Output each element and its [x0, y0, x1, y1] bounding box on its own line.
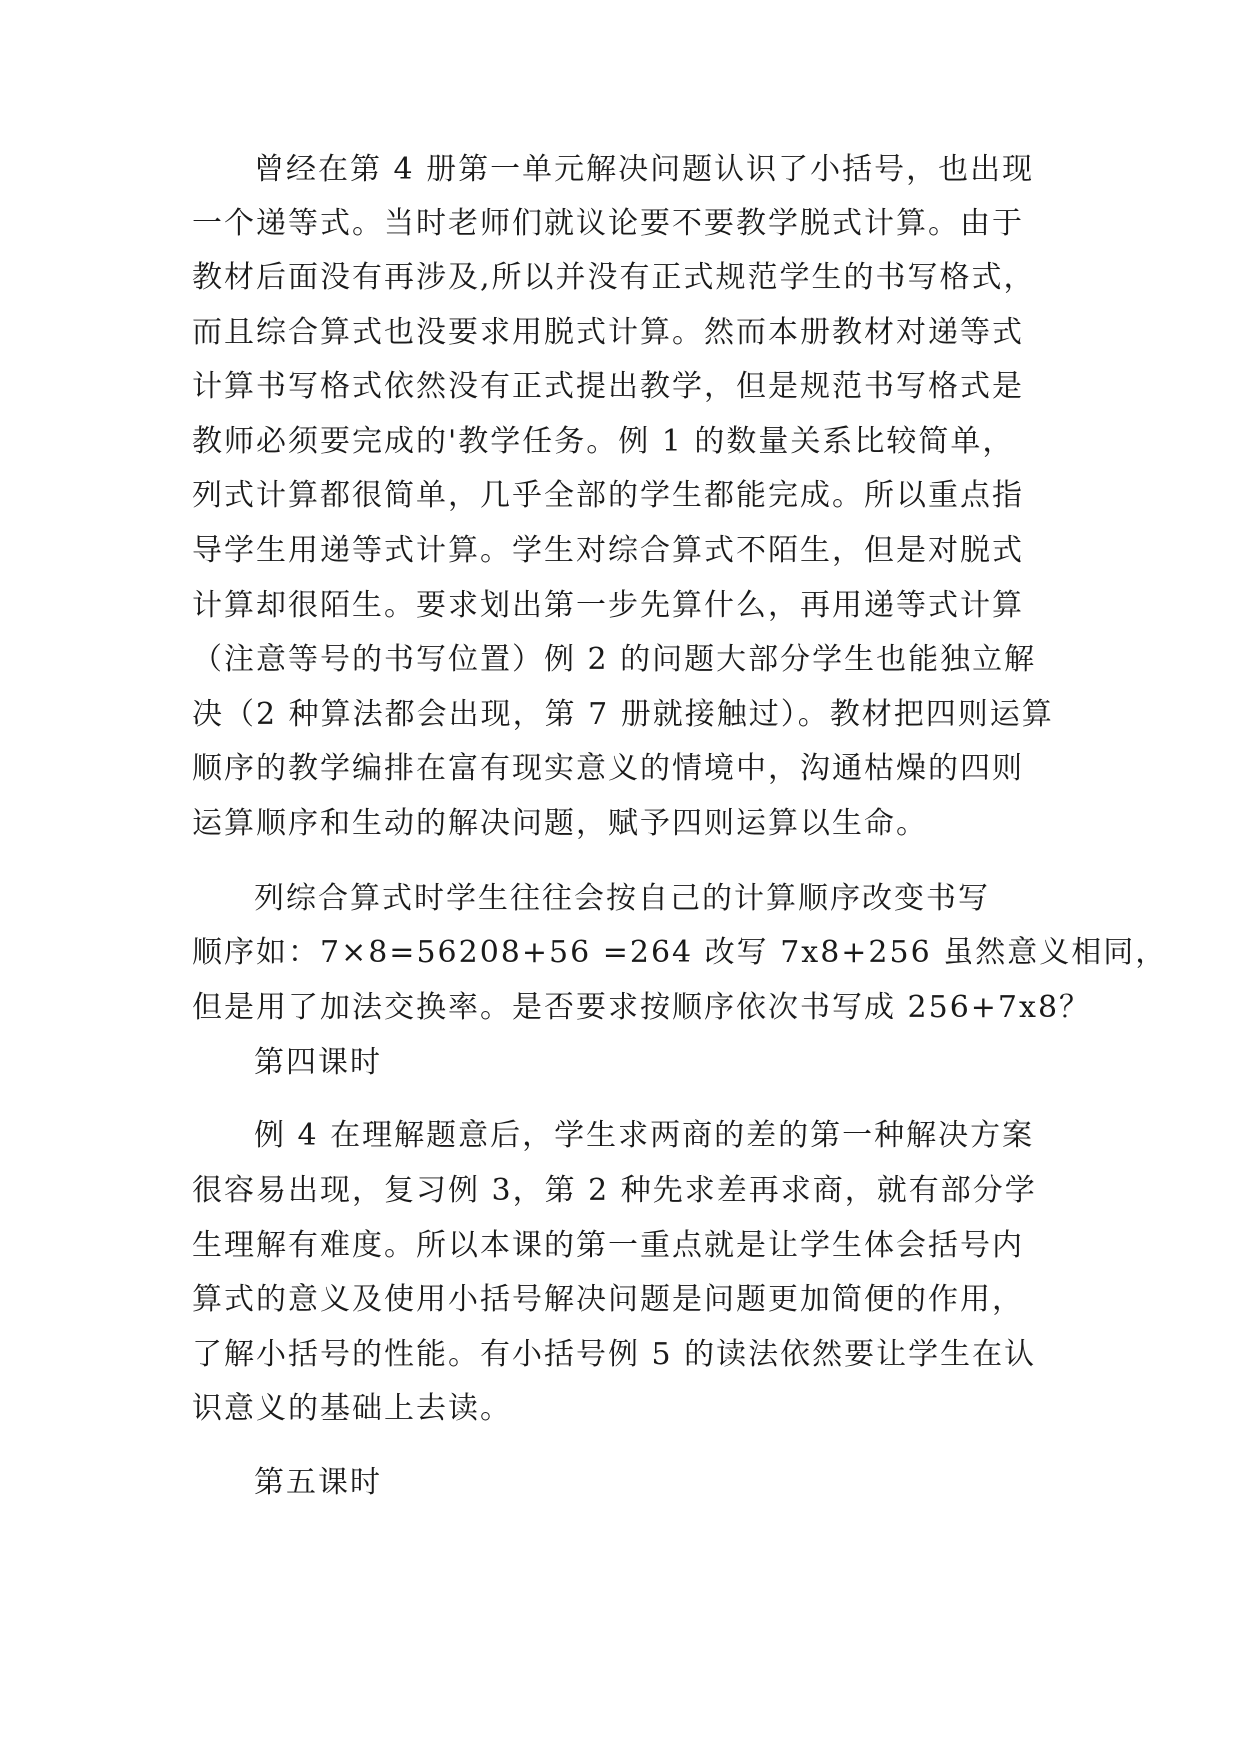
paragraph-1-line-11: 决（2 种算法都会出现，第 7 册就接触过）。教材把四则运算 — [192, 697, 1054, 732]
paragraph-3-line-3: 生理解有难度。所以本课的第一重点就是让学生体会括号内 — [192, 1228, 1024, 1263]
paragraph-3-line-1: 例 4 在理解题意后，学生求两商的差的第一种解决方案 — [254, 1118, 1035, 1153]
paragraph-2-line-3: 但是用了加法交换率。是否要求按顺序依次书写成 256+7x8？ — [192, 990, 1092, 1025]
paragraph-3-line-6: 识意义的基础上去读。 — [192, 1391, 512, 1426]
paragraph-1-line-9: 计算却很陌生。要求划出第一步先算什么，再用递等式计算 — [192, 588, 1024, 623]
paragraph-1-line-10: （注意等号的书写位置）例 2 的问题大部分学生也能独立解 — [192, 642, 1037, 677]
section-heading-lesson-4: 第四课时 — [254, 1045, 382, 1080]
paragraph-1-line-3: 教材后面没有再涉及,所以并没有正式规范学生的书写格式， — [192, 260, 1036, 295]
paragraph-2-line-2: 顺序如：7×8=56208+56 =264 改写 7x8+256 虽然意义相同， — [192, 935, 1168, 970]
paragraph-1-line-13: 运算顺序和生动的解决问题，赋予四则运算以生命。 — [192, 806, 928, 841]
paragraph-2-line-1: 列综合算式时学生往往会按自己的计算顺序改变书写 — [254, 881, 990, 916]
paragraph-1-line-5: 计算书写格式依然没有正式提出教学，但是规范书写格式是 — [192, 369, 1024, 404]
paragraph-1-line-4: 而且综合算式也没要求用脱式计算。然而本册教材对递等式 — [192, 315, 1024, 350]
paragraph-1-line-8: 导学生用递等式计算。学生对综合算式不陌生，但是对脱式 — [192, 533, 1024, 568]
paragraph-3-line-2: 很容易出现，复习例 3，第 2 种先求差再求商，就有部分学 — [192, 1173, 1037, 1208]
paragraph-3-line-5: 了解小括号的性能。有小括号例 5 的读法依然要让学生在认 — [192, 1337, 1037, 1372]
paragraph-1-line-12: 顺序的教学编排在富有现实意义的情境中，沟通枯燥的四则 — [192, 751, 1024, 786]
paragraph-1-line-7: 列式计算都很简单，几乎全部的学生都能完成。所以重点指 — [192, 478, 1024, 513]
paragraph-1-line-1: 曾经在第 4 册第一单元解决问题认识了小括号，也出现 — [254, 152, 1035, 187]
paragraph-1-line-6: 教师必须要完成的'教学任务。例 1 的数量关系比较简单， — [192, 424, 1015, 459]
section-heading-lesson-5: 第五课时 — [254, 1465, 382, 1500]
paragraph-3-line-4: 算式的意义及使用小括号解决问题是问题更加简便的作用， — [192, 1282, 1024, 1317]
paragraph-1-line-2: 一个递等式。当时老师们就议论要不要教学脱式计算。由于 — [192, 206, 1024, 241]
